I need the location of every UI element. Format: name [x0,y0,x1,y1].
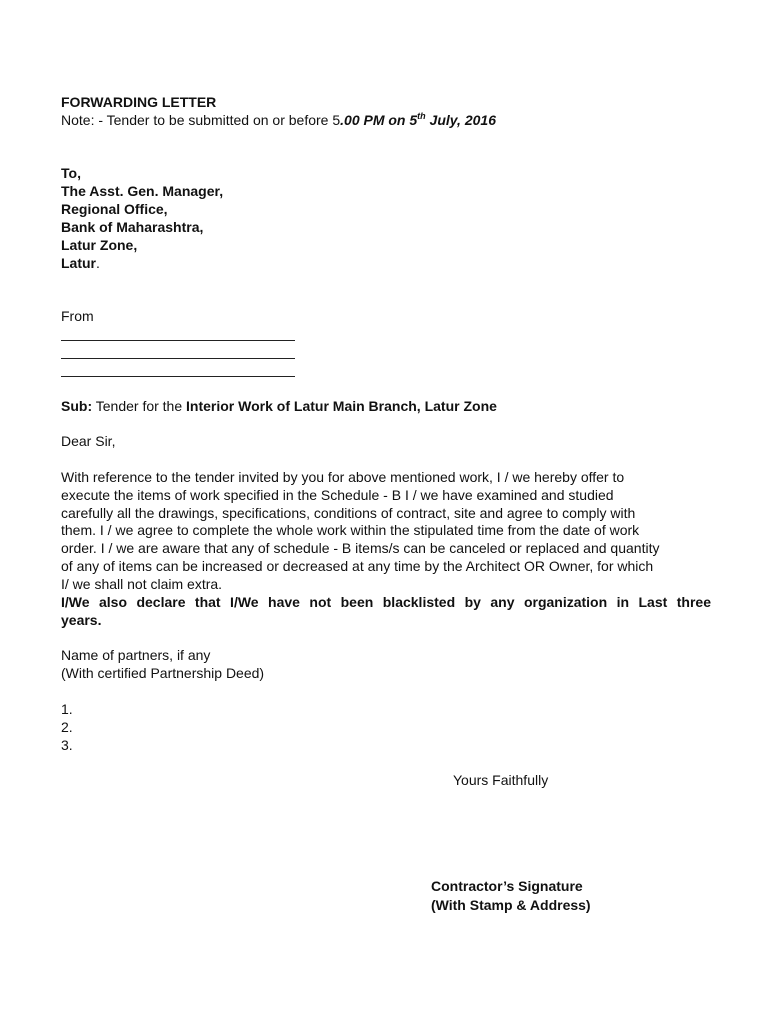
body-line: execute the items of work specified in the Schedule - B I / we have examined and studied [61,486,614,503]
letter-heading: FORWARDING LETTER [61,94,217,110]
salutation: Dear Sir, [61,433,116,449]
recipient-period: . [96,255,100,271]
signature-label: Contractor’s Signature [431,878,583,894]
subject-text: Tender for the [92,398,187,414]
closing: Yours Faithfully [453,772,549,788]
body-line: With reference to the tender invited by you for above mentioned work, I / we hereby offer to [61,469,625,485]
note-prefix: Note: - Tender to be submitted on or before 5 [61,112,341,128]
partner-item: 3. [61,737,73,753]
declaration-line: I/We also declare that I/We have not been blacklisted by any organization in Last three [61,594,711,610]
declaration-line-end: years. [61,612,102,628]
recipient-line: Regional Office, [61,201,168,217]
note-date-suffix: th [417,111,426,121]
partners-note: (With certified Partnership Deed) [61,665,265,681]
subject-label: Sub: [61,398,93,414]
body-line: of any of items can be increased or decreased at any time by the Architect OR Owner, for which [61,557,654,574]
recipient-line: Bank of Maharashtra, [61,219,204,235]
body-line: them. I / we agree to complete the whole work within the stipulated time from the date of work [61,522,640,539]
note-date-rest: July, 2016 [425,112,496,128]
subject-line [61,398,497,415]
submission-note [61,112,496,129]
body-line: I/ we shall not claim extra. [61,575,223,592]
from-blank-line [61,340,295,341]
body-line: order. I / we are aware that any of schedule - B items/s can be canceled or replaced and quantity [61,540,660,557]
partner-item: 1. [61,701,73,717]
from-label: From [61,308,94,324]
recipient-line: The Asst. Gen. Manager, [61,183,224,199]
recipient-line: Latur Zone, [61,237,138,253]
partners-label: Name of partners, if any [61,647,211,663]
recipient-line-last [61,255,100,272]
note-time: .00 PM on 5 [340,112,418,128]
from-blank-line [61,376,295,377]
to-label: To, [61,165,81,181]
partner-item: 2. [61,719,73,735]
recipient-city: Latur [61,255,96,271]
body-paragraph [61,469,711,594]
signature-note: (With Stamp & Address) [431,897,591,913]
from-blank-line [61,358,295,359]
body-line: carefully all the drawings, specifications, conditions of contract, site and agree to comply with [61,504,636,521]
subject-bold-text: Interior Work of Latur Main Branch, Latur Zone [186,398,497,414]
